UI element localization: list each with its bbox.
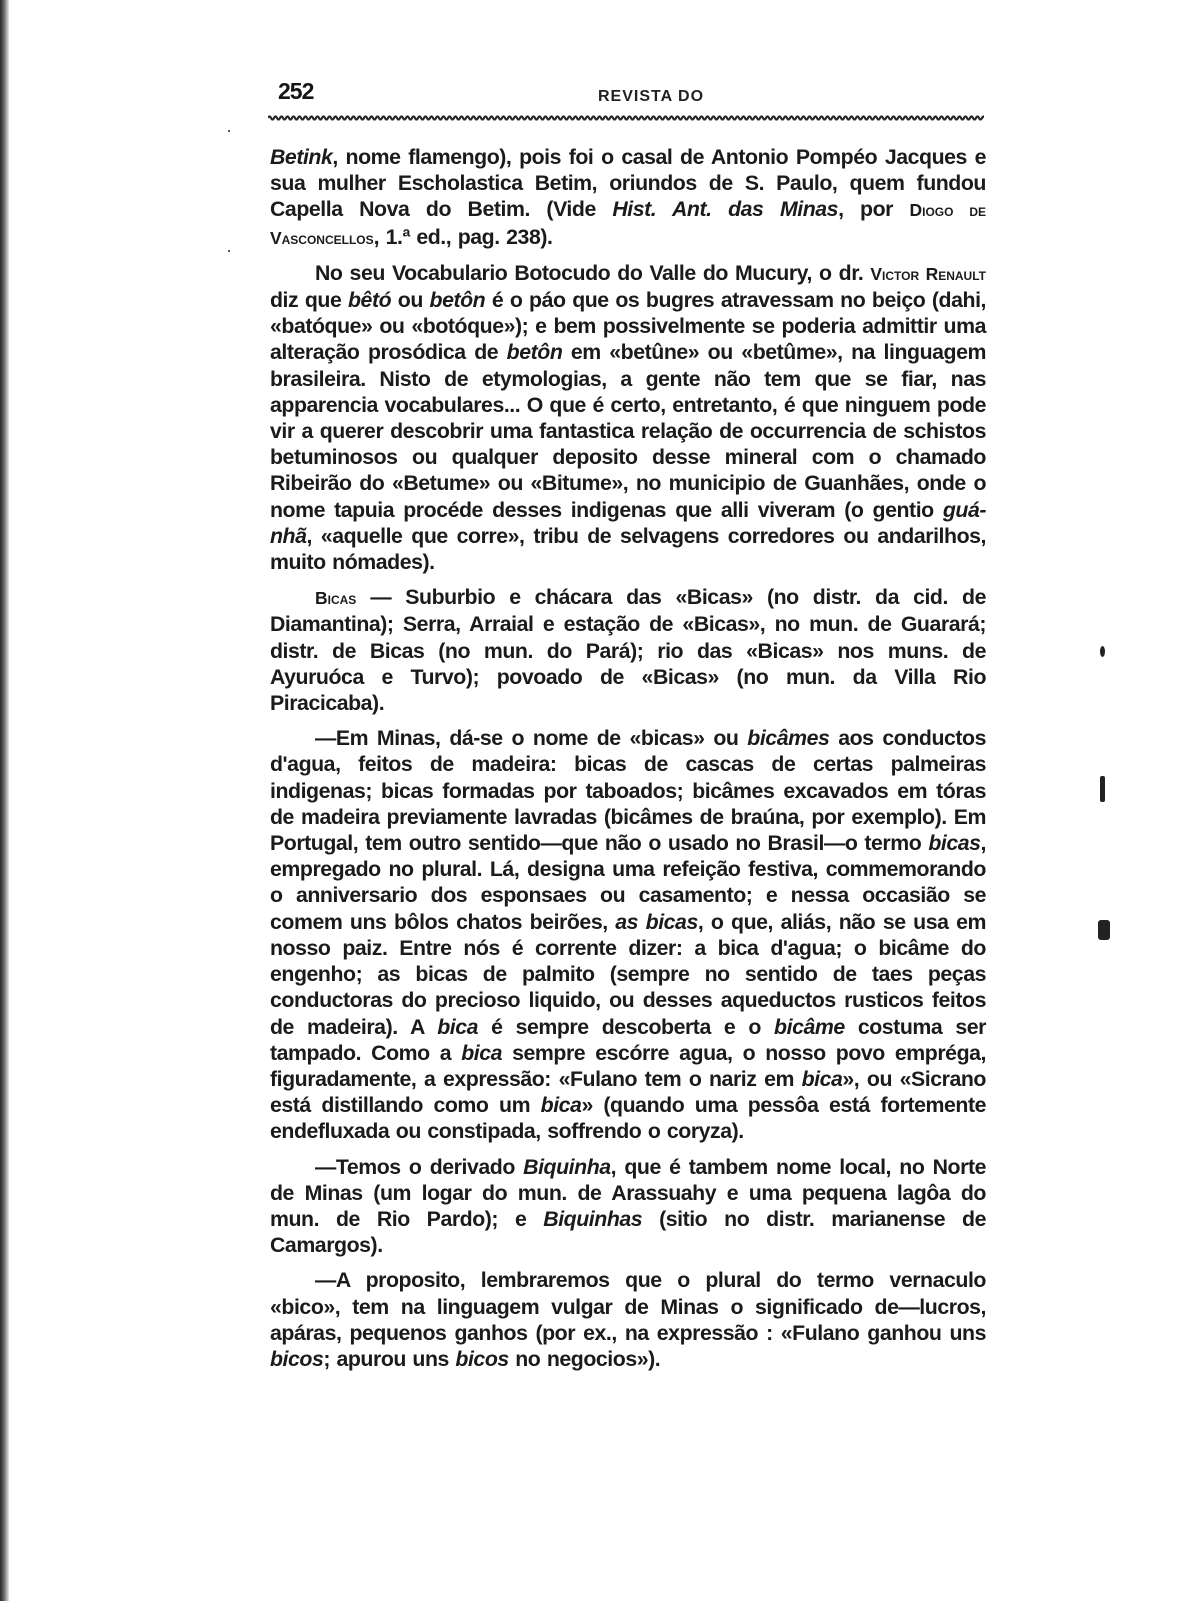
text-run: , nome flamengo), pois foi o casal de Antonio Pompéo Jacques e sua mulher Escholastica Betim, oriundos de S. Paulo, quem fundou Capella Nova do Betim. (Vide [270, 145, 986, 222]
italic-term: guá-nhã [270, 497, 986, 548]
running-head [262, 78, 984, 114]
italic-term: betôn [506, 340, 563, 365]
italic-term: bicâmes [747, 726, 830, 751]
text-run: no negocios»). [508, 1346, 661, 1371]
scan-speck [1098, 920, 1110, 940]
italic-term: bicos [455, 1346, 509, 1371]
paragraph-bico-plural [270, 1267, 986, 1372]
text-run: em «betûne» ou «betûme», na linguagem brasileira. Nisto de etymologias, a gente não tem que se fiar, nas apparencia vocabulares... O que é certo, entretanto, é que ninguem pode vir a querer descobrir uma fantastica relação de occurrencia de schistos betuminosos ou qualquer deposito desse mineral com o chamado Ribeirão do «Betume» ou «Bitume», no municipio de Guanhães, onde o nome tapuia procéde desses indigenas que alli viveram (o gentio [270, 340, 986, 522]
paragraph-botocudo-vocabulary [270, 260, 986, 575]
text-run: sempre escórre agua, o nosso povo empréga, figuradamente, a expressão: «Fulano tem o nariz em [270, 1040, 986, 1091]
italic-term: bica [461, 1040, 503, 1065]
text-run: , 1.ª ed., pag. 238). [373, 224, 553, 249]
paragraph-bicas-meaning [270, 725, 986, 1144]
scan-speck [228, 250, 230, 252]
italic-term: bicâme [774, 1014, 845, 1039]
italic-term: bica [437, 1014, 479, 1039]
text-run: —A proposito, lembraremos que o plural do termo vernaculo «bico», tem na linguagem vulgar de Minas o significado de—lucros, apáras, pequenos ganhos (por ex., na expressão : «Fulano ganhou uns [270, 1268, 986, 1345]
paragraph-biquinha [270, 1154, 986, 1259]
text-run: », ou «Sicrano está distillando como um [270, 1066, 986, 1118]
text-run: , por [838, 197, 910, 222]
scan-speck [228, 130, 230, 132]
italic-term: Betink [270, 145, 333, 169]
text-run: » (quando uma pessôa está fortemente endefluxada ou constipada, soffrendo o coryza). [270, 1093, 986, 1144]
text-run: , empregado no plural. Lá, designa uma refeição festiva, commemorando o anniversario dos esponsaes ou casamento; e nessa occasião se comem uns bôlos chatos beirões, [270, 831, 986, 934]
book-page [262, 78, 987, 1381]
text-run: — Suburbio e chácara das «Bicas» (no distr. da cid. de Diamantina); Serra, Arraial e estação de «Bicas», no mun. de Guarará; distr. de Bicas (no mun. do Pará); rio das «Bicas» nos muns. de Ayuruóca e Turvo); povoado de «Bicas» (no mun. da Villa Rio Piracicaba). [270, 585, 986, 716]
text-run: é o páo que os bugres atravessam no beiço (dahi, «batóque» ou «botóque»); e bem possivelmente se poderia admittir uma alteração prosódica de [270, 288, 986, 365]
text-run: , o que, aliás, não se usa em nosso paiz. Entre nós é corrente dizer: a bica d'agua; o bicâme do engenho; as bicas de palmito (sempre no sentido de taes peças conductoras do precioso liquido, ou desses aqueductos rusticos feitos de madeira). A [270, 909, 986, 1039]
wavy-header-rule [268, 114, 984, 122]
italic-term: bicas [928, 831, 981, 856]
text-run: é sempre descoberta e o [478, 1014, 775, 1039]
italic-term: bêtó [347, 288, 392, 313]
scan-binding-edge [0, 0, 9, 1601]
text-run: costuma ser tampado. Como a [270, 1014, 986, 1065]
text-run: diz que [270, 288, 348, 313]
text-run: ou [391, 288, 430, 313]
italic-term: Hist. Ant. das Minas [612, 197, 839, 222]
scan-speck [1100, 776, 1105, 802]
text-run: (sitio no distr. marianense de Camargos). [270, 1206, 986, 1258]
italic-term: bica [540, 1093, 582, 1118]
paragraph-entry-bicas [270, 584, 986, 716]
italic-term: as bicas [615, 909, 698, 934]
page-number: 252 [278, 78, 314, 104]
small-caps-name: Victor Renault [870, 263, 986, 284]
italic-term: Biquinha [523, 1154, 611, 1179]
italic-term: bicos [270, 1346, 324, 1371]
text-run: ; apurou uns [323, 1346, 456, 1371]
body-text [262, 144, 986, 1372]
text-run: aos conductos d'agua, feitos de madeira: bicas de cascas de certas palmeiras indigenas; bicas formadas por taboados; bicâmes excavados em tóras de madeira previamente lavradas (bicâmes de braúna, por exemplo). Em Portugal, tem outro sentido—que não o usado no Brasil—o termo [270, 726, 986, 856]
text-run: , «aquelle que corre», tribu de selvagens corredores ou andarilhos, muito nómades). [270, 523, 986, 575]
text-run: No seu Vocabulario Botocudo do Valle do Mucury, o dr. [315, 260, 871, 285]
small-caps-name: Bicas [315, 588, 357, 609]
text-run: , que é tambem nome local, no Norte de Minas (um logar do mun. de Arassuahy e uma pequena lagôa do mun. de Rio Pardo); e [270, 1154, 986, 1231]
italic-term: Biquinhas [543, 1206, 643, 1231]
italic-term: bica [801, 1066, 843, 1091]
italic-term: betôn [429, 288, 486, 313]
paragraph-betim-origin [270, 144, 986, 251]
text-run: —Temos o derivado [315, 1154, 524, 1179]
scan-speck [1100, 646, 1105, 657]
journal-title: REVISTA DO [598, 88, 705, 105]
small-caps-name: Diogo de Vasconcellos [270, 200, 987, 248]
text-run: —Em Minas, dá-se o nome de «bicas» ou [315, 726, 748, 751]
